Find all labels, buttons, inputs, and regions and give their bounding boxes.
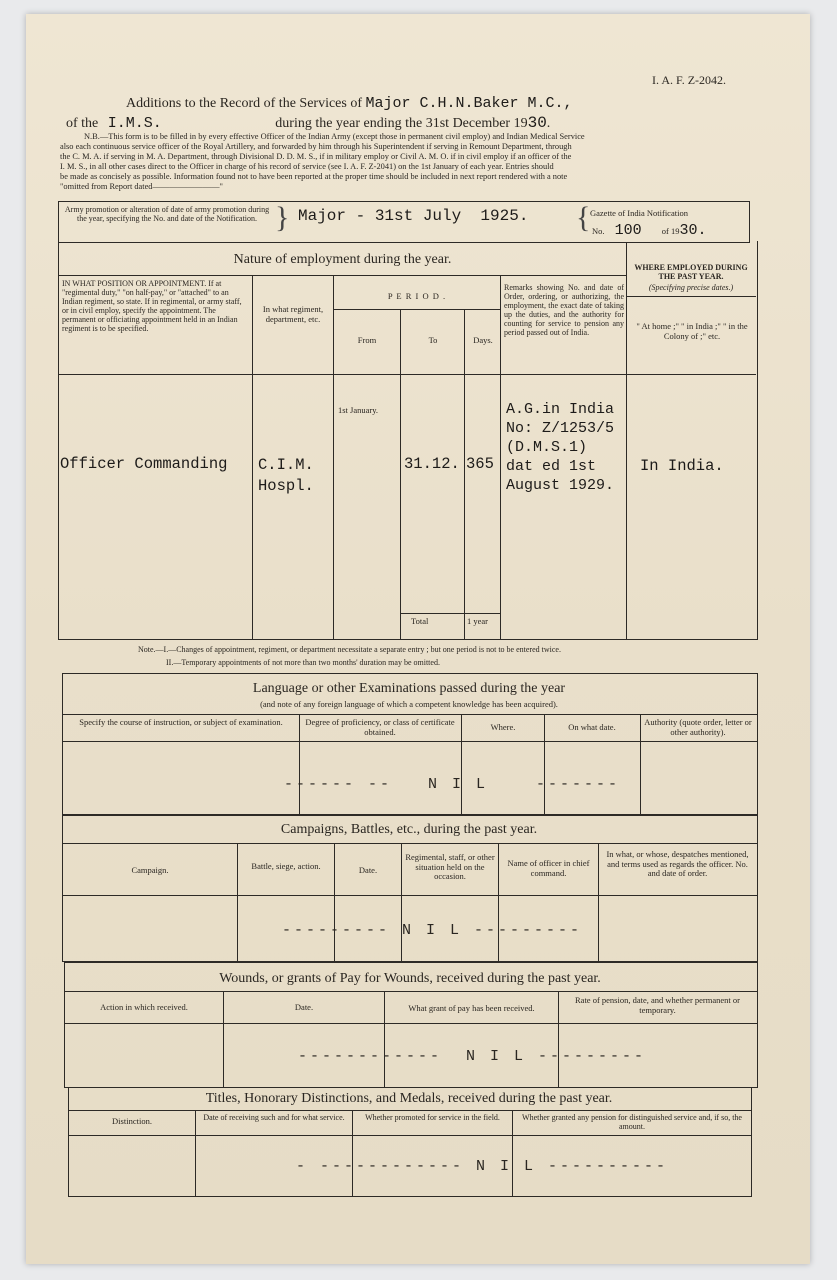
total-rule xyxy=(400,613,500,614)
note-2: II.—Temporary appointments of not more than two months' duration may be omitted. xyxy=(166,658,440,667)
languages-nil: ------ -- N I L ------- xyxy=(284,776,621,793)
wounds-nil: ------------ N I L --------- xyxy=(298,1048,647,1065)
no-label: No. xyxy=(592,226,605,236)
total-label: Total xyxy=(411,616,429,626)
header-line2 xyxy=(66,114,550,132)
titles-title: Titles, Honorary Distinctions, and Medals, received during the past year. xyxy=(205,1091,613,1106)
col-remarks-header: Remarks showing No. and date of Order, ordering, or authorizing, the employment, the exact date of taking up the duties, and the authority for counting for service to pension any period passed out of India. xyxy=(504,283,624,337)
of-value: 30. xyxy=(679,222,707,239)
total-value: 1 year xyxy=(467,616,489,626)
nb-line4: I. M. S., in all other cases direct to the Officer in charge of his record of service (see I. A. F. Z-2041) on the 1st January of each year. Entries should xyxy=(60,162,554,171)
entry-remarks xyxy=(506,400,614,495)
entry-regiment xyxy=(258,455,314,497)
camp-col-date: Date. xyxy=(358,865,378,875)
form-id: I. A. F. Z-2042. xyxy=(652,73,727,87)
gazette-label: Gazette of India Notification xyxy=(590,208,688,218)
entry-position: Officer Commanding xyxy=(60,455,228,473)
camp-divider-2 xyxy=(334,843,335,961)
employment-title-rule xyxy=(58,275,626,276)
col-where-example: " At home ;" " in India ;" " in the Colony of ;" etc. xyxy=(636,321,748,341)
camp-col-situation: Regimental, staff, or other situation held on the occasion. xyxy=(405,852,495,881)
titles-col-promoted: Whether promoted for service in the field. xyxy=(365,1113,500,1122)
of-label: of 19 xyxy=(661,226,680,236)
col-period-header: P E R I O D . xyxy=(387,291,447,301)
titles-divider-3 xyxy=(512,1110,513,1196)
nb-line5: be made as concisely as possible. Information found not to have been reported at the proper time should be included in next report rendered with a note xyxy=(60,172,568,181)
titles-col-date: Date of receiving such and for what service. xyxy=(203,1113,345,1122)
col-divider-to xyxy=(400,310,401,640)
campaigns-header-top xyxy=(62,843,758,844)
nb-paragraph xyxy=(60,132,752,192)
employment-title: Nature of employment during the year. xyxy=(233,252,452,267)
titles-header-top xyxy=(68,1110,752,1111)
no-value: 100 xyxy=(614,222,642,239)
officer-name: Major C.H.N.Baker M.C., xyxy=(365,95,573,112)
col-divider-days xyxy=(464,310,465,640)
titles-header-bottom xyxy=(68,1135,752,1136)
col-regiment-header: In what regiment, department, etc. xyxy=(262,304,324,324)
wounds-title: Wounds, or grants of Pay for Wounds, received during the past year. xyxy=(219,971,601,986)
titles-divider-1 xyxy=(195,1110,196,1196)
titles-col-distinction: Distinction. xyxy=(112,1116,152,1126)
camp-divider-4 xyxy=(498,843,499,961)
wounds-divider-3 xyxy=(558,991,559,1087)
nb-line1: N.B.—This form is to be filled in by every effective Officer of the Indian Army (except those in permanent civil employ) and Indian Medical Service xyxy=(84,132,585,141)
col-days-header: Days. xyxy=(473,335,493,345)
promotion-label: Army promotion or alteration of date of army promotion during the year, specifying the No. and date of the Notification. xyxy=(64,205,270,223)
gazette-number xyxy=(592,222,707,239)
lang-divider-1 xyxy=(299,714,300,814)
titles-col-pension: Whether granted any pension for distinguished service and, if so, the amount. xyxy=(522,1113,742,1131)
nb-line2: also each continuous service officer of the Royal Artillery, and forwarded by him through his Superintendent if serving in Remount Department, through xyxy=(60,142,572,151)
col-from-header: From xyxy=(357,335,377,345)
lang-divider-2 xyxy=(461,714,462,814)
wounds-header-bottom xyxy=(64,1023,758,1024)
titles-nil: - ------------ N I L ---------- xyxy=(296,1158,669,1175)
wounds-col-pension: Rate of pension, date, and whether permanent or temporary. xyxy=(575,995,740,1015)
languages-header-top xyxy=(62,714,758,715)
lang-divider-4 xyxy=(640,714,641,814)
camp-divider-1 xyxy=(237,843,238,961)
lang-col-date: On what date. xyxy=(568,722,616,732)
col-where-sub: (Specifying precise dates.) xyxy=(648,283,734,292)
remarks-line1: A.G.in India xyxy=(506,401,615,418)
note-1: Note.—I.—Changes of appointment, regiment, or department necessitate a separate entry ; but one period is not to be entered twice. xyxy=(138,645,561,654)
wounds-col-grant: What grant of pay has been received. xyxy=(408,1003,535,1013)
entry-regiment-line2: Hospl. xyxy=(258,477,314,495)
wounds-header-top xyxy=(64,991,758,992)
of-the-label: of the xyxy=(66,116,99,131)
camp-divider-5 xyxy=(598,843,599,961)
camp-col-officer: Name of officer in chief command. xyxy=(507,858,590,878)
year-ending-label: during the year ending the 31st December 19 xyxy=(275,116,528,131)
col-divider-from xyxy=(333,276,334,640)
brace-right: { xyxy=(576,201,591,234)
wounds-divider-2 xyxy=(384,991,385,1087)
where-rule xyxy=(627,296,756,297)
lang-divider-3 xyxy=(544,714,545,814)
camp-col-campaign: Campaign. xyxy=(131,865,169,875)
entry-from: 1st January. xyxy=(338,405,379,415)
header-dot: . xyxy=(546,116,551,131)
titles-divider-2 xyxy=(352,1110,353,1196)
col-where-title: WHERE EMPLOYED DURING THE PAST YEAR. xyxy=(634,263,748,281)
camp-divider-3 xyxy=(401,843,402,961)
lang-col-where: Where. xyxy=(490,722,516,732)
header-bottom-rule xyxy=(58,374,756,375)
entry-to: 31.12. xyxy=(404,455,460,473)
service-name: I.M.S. xyxy=(107,115,162,132)
col-position-header: IN WHAT POSITION OR APPOINTMENT. If at "regimental duty," "on half-pay," or "attached" to an Indian regiment, so state. If in regimental, or army staff, or in civil employ, specify the appointment. The permanent or officiating appointment held in an Indian regiment is to be specified. xyxy=(62,279,242,333)
wounds-col-action: Action in which received. xyxy=(100,1002,188,1012)
languages-subtitle: (and note of any foreign language of which a competent knowledge has been acquired). xyxy=(260,699,558,709)
nb-line3: the C. M. A. if serving in M. A. Department, through Divisional D. D. M. S., if in military employ or Civil A. M. O. if in civil employ if an officer of the xyxy=(60,152,572,161)
header-line1 xyxy=(126,95,573,112)
col-divider-remarks xyxy=(500,276,501,640)
lang-col-degree: Degree of proficiency, or class of certificate obtained. xyxy=(305,717,455,737)
lang-col-authority: Authority (quote order, letter or other authority). xyxy=(644,717,752,737)
remarks-line2: No: Z/1253/5 xyxy=(506,420,615,437)
campaigns-nil: --------- N I L --------- xyxy=(282,922,583,939)
campaigns-header-bottom xyxy=(62,895,758,896)
campaigns-title: Campaigns, Battles, etc., during the past year. xyxy=(280,822,538,837)
year-value: 30 xyxy=(527,114,547,132)
lang-col-course: Specify the course of instruction, or subject of examination. xyxy=(79,717,283,727)
remarks-line5: August 1929. xyxy=(506,477,615,494)
col-to-header: To xyxy=(428,335,438,345)
header-prefix: Additions to the Record of the Services of xyxy=(126,96,363,111)
brace-left: } xyxy=(275,201,290,234)
wounds-divider-1 xyxy=(223,991,224,1087)
remarks-line4: dat ed 1st xyxy=(506,458,597,475)
col-divider-where xyxy=(626,242,627,640)
col-divider-regiment xyxy=(252,276,253,640)
nb-line6: "omitted from Report dated————————" xyxy=(60,182,223,191)
promotion-value: Major - 31st July 1925. xyxy=(298,207,529,225)
languages-header-bottom xyxy=(62,741,758,742)
camp-col-battle: Battle, siege, action. xyxy=(251,861,321,871)
wounds-col-date: Date. xyxy=(294,1002,314,1012)
camp-col-despatches: In what, or whose, despatches mentioned, and terms used as regards the officer. No. and date of order. xyxy=(606,849,749,878)
languages-title: Language or other Examinations passed during the year xyxy=(252,681,566,696)
remarks-line3: (D.M.S.1) xyxy=(506,439,588,456)
period-rule xyxy=(334,309,500,310)
entry-where: In India. xyxy=(640,457,724,475)
entry-days: 365 xyxy=(466,455,494,473)
entry-regiment-line1: C.I.M. xyxy=(258,456,314,474)
